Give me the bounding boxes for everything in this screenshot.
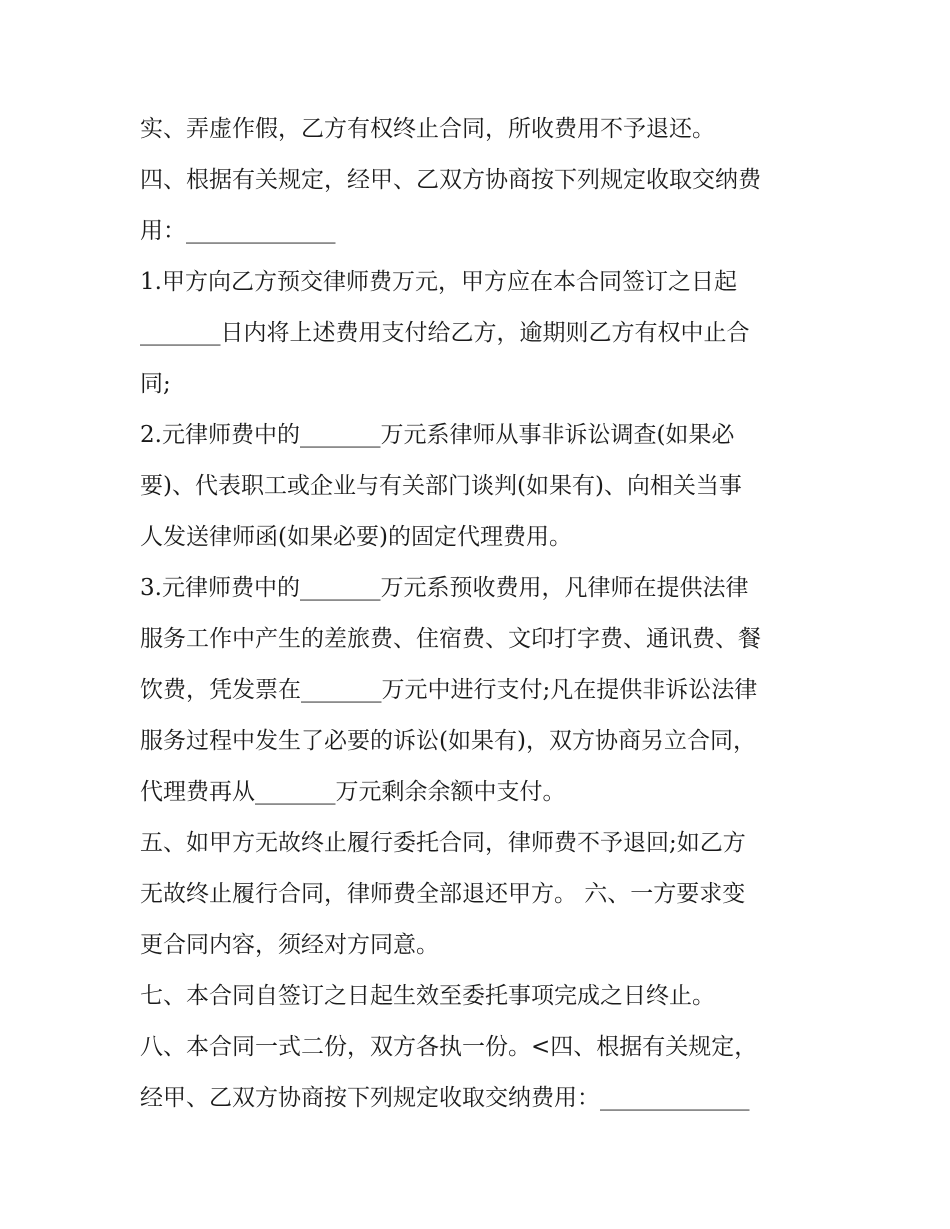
- text-line: 服务工作中产生的差旅费、住宿费、文印打字费、通讯费、餐: [140, 626, 761, 652]
- text-line: 要)、代表职工或企业与有关部门谈判(如果有)、向相关当事: [140, 473, 742, 499]
- text-line: 服务过程中发生了必要的诉讼(如果有)，双方协商另立合同，: [140, 728, 756, 754]
- text-line: 3.元律师费中的_______万元系预收费用，凡律师在提供法律: [140, 575, 749, 601]
- text-line: 同;: [140, 371, 171, 397]
- text-line: 2.元律师费中的_______万元系律师从事非诉讼调查(如果必: [140, 422, 735, 448]
- text-line: 实、弄虚作假，乙方有权终止合同，所收费用不予退还。: [140, 116, 715, 142]
- text-line: 代理费再从_______万元剩余余额中支付。: [140, 779, 566, 805]
- contract-text: [140, 104, 820, 1124]
- text-line: 七、本合同自签订之日起生效至委托事项完成之日终止。: [140, 983, 715, 1009]
- text-line: 四、根据有关规定，经甲、乙双方协商按下列规定收取交纳费: [140, 167, 761, 193]
- text-line: 1.甲方向乙方预交律师费万元，甲方应在本合同签订之日起: [140, 269, 737, 295]
- text-line: 饮费，凭发票在_______万元中进行支付;凡在提供非诉讼法律: [140, 677, 758, 703]
- text-line: 五、如甲方无故终止履行委托合同，律师费不予退回;如乙方: [140, 830, 746, 856]
- text-line: 八、本合同一式二份，双方各执一份。<四、根据有关规定，: [140, 1034, 758, 1060]
- text-line: _______日内将上述费用支付给乙方，逾期则乙方有权中止合: [140, 320, 750, 346]
- text-line: 更合同内容，须经对方同意。: [140, 932, 439, 958]
- text-line: 人发送律师函(如果必要)的固定代理费用。: [140, 524, 572, 550]
- text-line: 无故终止履行合同，律师费全部退还甲方。 六、一方要求变: [140, 881, 746, 907]
- text-line: 用：_____________: [140, 218, 336, 244]
- text-line: 经甲、乙双方协商按下列规定收取交纳费用：_____________: [140, 1085, 750, 1111]
